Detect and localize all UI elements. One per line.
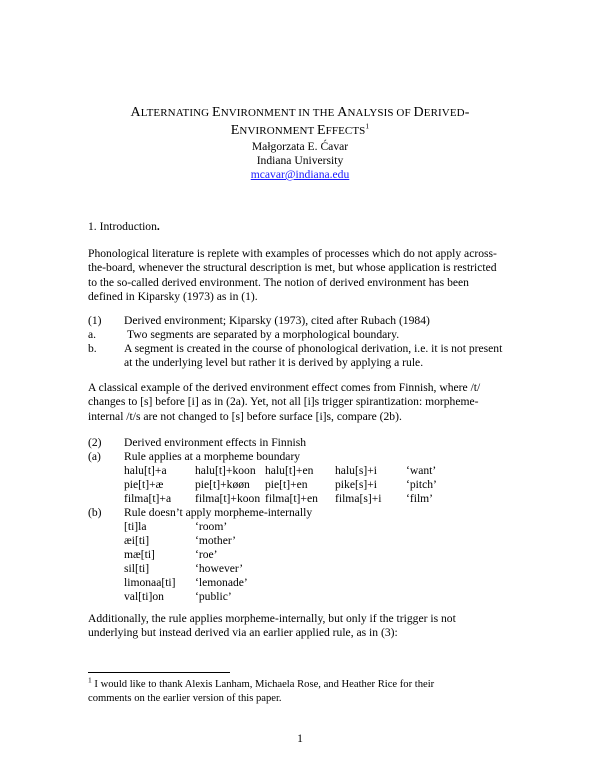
example-1a-text: Two segments are separated by a morphological boundary. xyxy=(127,328,400,341)
text-line: to the so-called derived environment. The notion of derived environment has been xyxy=(88,275,469,289)
table-cell: ‘lemonade’ xyxy=(195,576,248,589)
text-line: Phonological literature is replete with examples of processes which do not apply across- xyxy=(88,247,497,260)
example-1-number: (1) xyxy=(88,314,102,327)
table-cell: halu[s]+i xyxy=(335,464,377,477)
title-footnote-mark: 1 xyxy=(365,121,370,131)
table-cell: pie[t]+æ xyxy=(124,478,164,491)
text-line: defined in Kiparsky (1973) as in (1). xyxy=(88,290,258,304)
table-cell: pie[t]+køøn xyxy=(195,478,250,491)
table-cell: ‘film’ xyxy=(406,492,434,505)
example-1b-label: b. xyxy=(88,342,97,355)
table-cell: filma[t]+a xyxy=(124,492,172,505)
example-1-heading: Derived environment; Kiparsky (1973), cited after Rubach (1984) xyxy=(124,314,430,327)
footnote-mark: 1 xyxy=(88,675,92,685)
example-1b-text: A segment is created in the course of phonological derivation, i.e. it is not present xyxy=(124,342,503,355)
intro-paragraph xyxy=(88,247,520,305)
table-cell: mæ[ti] xyxy=(124,548,155,561)
text-line: changes to [s] before [i] as in (2a). Yet, not all [i]s trigger spirantization: morpheme- xyxy=(88,395,479,409)
text-line: A classical example of the derived environment effect comes from Finnish, where /t/ xyxy=(88,381,481,394)
table-cell: sil[ti] xyxy=(124,562,150,575)
section-heading: 1. Introduction. xyxy=(88,220,160,233)
title-line-2: ENVIRONMENT EFFECTS$^1$ xyxy=(230,121,370,138)
footnote xyxy=(88,675,520,706)
table-cell: ‘however’ xyxy=(195,562,244,575)
author-affiliation: Indiana University xyxy=(256,154,344,167)
text-line: the-board, whenever the structural description is met, but whose application is restricted xyxy=(88,261,497,275)
table-cell: æi[ti] xyxy=(124,534,150,547)
text-line: underlying but instead derived via an earlier applied rule, as in (3): xyxy=(88,626,398,640)
table-cell: filma[s]+i xyxy=(335,492,382,505)
paper-title xyxy=(60,104,540,140)
title-line-1: ALTERNATING ENVIRONMENT IN THE ANALYSIS OF DERIVED- xyxy=(130,105,470,120)
example-2a-label: (a) xyxy=(88,450,101,463)
table-cell: halu[t]+en xyxy=(265,464,314,477)
table-cell: ‘mother’ xyxy=(195,534,236,547)
footnote-line: $^1$ I would like to thank Alexis Lanham, Michaela Rose, and Heather Rice for their xyxy=(88,675,435,690)
table-cell: halu[t]+koon xyxy=(195,464,256,477)
footnote-separator xyxy=(88,672,230,673)
example-2-number: (2) xyxy=(88,436,102,449)
example-2a-heading: Rule applies at a morpheme boundary xyxy=(124,450,301,463)
example-2b-heading: Rule doesn’t apply morpheme-internally xyxy=(124,506,313,519)
table-cell: ‘public’ xyxy=(195,590,232,603)
example-1a-label: a. xyxy=(88,328,97,341)
table-cell: val[ti]on xyxy=(124,590,164,603)
author-email[interactable]: mcavar@indiana.edu xyxy=(250,168,350,181)
table-cell: ‘roe’ xyxy=(195,548,218,561)
table-cell: limonaa[ti] xyxy=(124,576,176,589)
table-cell: halu[t]+a xyxy=(124,464,167,477)
page-number: 1 xyxy=(297,732,303,745)
table-cell: [ti]la xyxy=(124,520,147,533)
example-2-heading: Derived environment effects in Finnish xyxy=(124,436,307,449)
example-1b-text: at the underlying level but rather it is derived by applying a rule. xyxy=(124,356,424,369)
example-2b-label: (b) xyxy=(88,506,102,519)
table-cell: filma[t]+koon xyxy=(195,492,261,505)
table-cell: ‘room’ xyxy=(195,520,228,533)
author-email-link[interactable] xyxy=(100,168,500,182)
additional-paragraph xyxy=(88,612,520,641)
table-cell: ‘pitch’ xyxy=(406,478,437,491)
text-line: internal /t/s are not changed to [s] before surface [i]s, compare (2b). xyxy=(88,409,402,423)
finnish-paragraph xyxy=(88,381,520,424)
footnote-line: comments on the earlier version of this paper. xyxy=(88,693,282,704)
table-cell: pike[s]+i xyxy=(335,478,377,491)
text-line: Additionally, the rule applies morpheme-internally, but only if the trigger is not xyxy=(88,612,456,625)
table-cell: ‘want’ xyxy=(406,464,437,477)
table-cell: pie[t]+en xyxy=(265,478,308,491)
author-name: Małgorzata E. Ćavar xyxy=(251,140,349,153)
table-cell: filma[t]+en xyxy=(265,492,318,505)
